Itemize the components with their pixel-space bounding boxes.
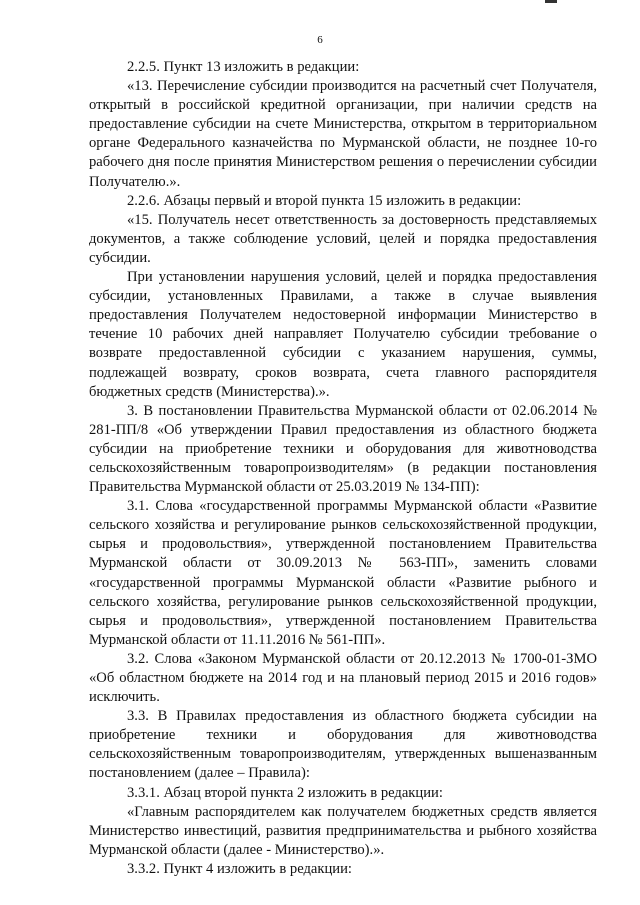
paragraph-3-3-2: 3.3.2. Пункт 4 изложить в редакции: (127, 860, 352, 877)
paragraph-item-13: «13. Перечисление субсидии производится на расчетный счет Получателя, открытый в российской кредитной организации, при наличии средств на предоставление субсидии на счете Министерства, открытом в территориальном органе Федерального казначейства по Мурманской области, не позднее 10-го рабочего дня после принятия Министерством решения о перечислении субсидии Получателю.». (89, 78, 597, 190)
scan-edge-mark (545, 0, 557, 3)
paragraph-3-2: 3.2. Слова «Законом Мурманской области от 20.12.2013 № 1700-01-ЗМО «Об областном бюджете на 2014 год и на плановый период 2015 и 2016 годов» исключить. (89, 650, 597, 706)
paragraph-3-1: 3.1. Слова «государственной программы Мурманской области «Развитие сельского хозяйства и регулирование рынков сельскохозяйственной продукции, сырья и продовольствия», утвержденной постановлением Правительства Мурманской области от 30.09.2013 № 563-ПП», заменить словами «государственной программы Мурманской области «Развитие рыбного и сельского хозяйства, регулирование рынков сельскохозяйственной продукции, сырья и продовольствия», утвержденной постановлением Правительства Мурманской области от 11.11.2016 № 561-ПП». (89, 498, 597, 648)
paragraph-violation: При установлении нарушения условий, целей и порядка предоставления субсидии, установленных Правилами, а также в случае выявления предоставления Получателем недостоверной информации Министерство в течение 10 рабочих дней направляет Получателю субсидии требование о возврате предоставленной субсидии с указанием нарушения, суммы, подлежащей возврату, сроков возврата, счета главного распорядителя бюджетных средств (Министерства).». (89, 269, 597, 400)
paragraph-item-15: «15. Получатель несет ответственность за достоверность представляемых документов, а также соблюдение условий, целей и порядка предоставления субсидии. (89, 211, 597, 266)
paragraph-3: 3. В постановлении Правительства Мурманской области от 02.06.2014 № 281-ПП/8 «Об утверждении Правил предоставления из областного бюджета субсидии на приобретение техники и оборудования для животноводства сельскохозяйственным товаропроизводителям» (в редакции постановления Правительства Мурманской области от 25.03.2019 № 134-ПП): (89, 402, 597, 496)
document-body (89, 58, 597, 879)
paragraph-2-2-6: 2.2.6. Абзацы первый и второй пункта 15 изложить в редакции: (127, 192, 522, 209)
paragraph-2-2-5: 2.2.5. Пункт 13 изложить в редакции: (127, 59, 360, 75)
paragraph-3-3-1: 3.3.1. Абзац второй пункта 2 изложить в редакции: (127, 784, 443, 801)
page-number: 6 (317, 34, 323, 46)
paragraph-3-3: 3.3. В Правилах предоставления из областного бюджета субсидии на приобретение техники и оборудования для животноводства сельскохозяйственным товаропроизводителям, утвержденных вышеназванным постановлением (далее – Правила): (89, 708, 597, 782)
paragraph-main-distributor: «Главным распорядителем как получателем бюджетных средств является Министерство инвестиций, развития предпринимательства и рыбного хозяйства Мурманской области (далее - Министерство).». (89, 803, 597, 858)
